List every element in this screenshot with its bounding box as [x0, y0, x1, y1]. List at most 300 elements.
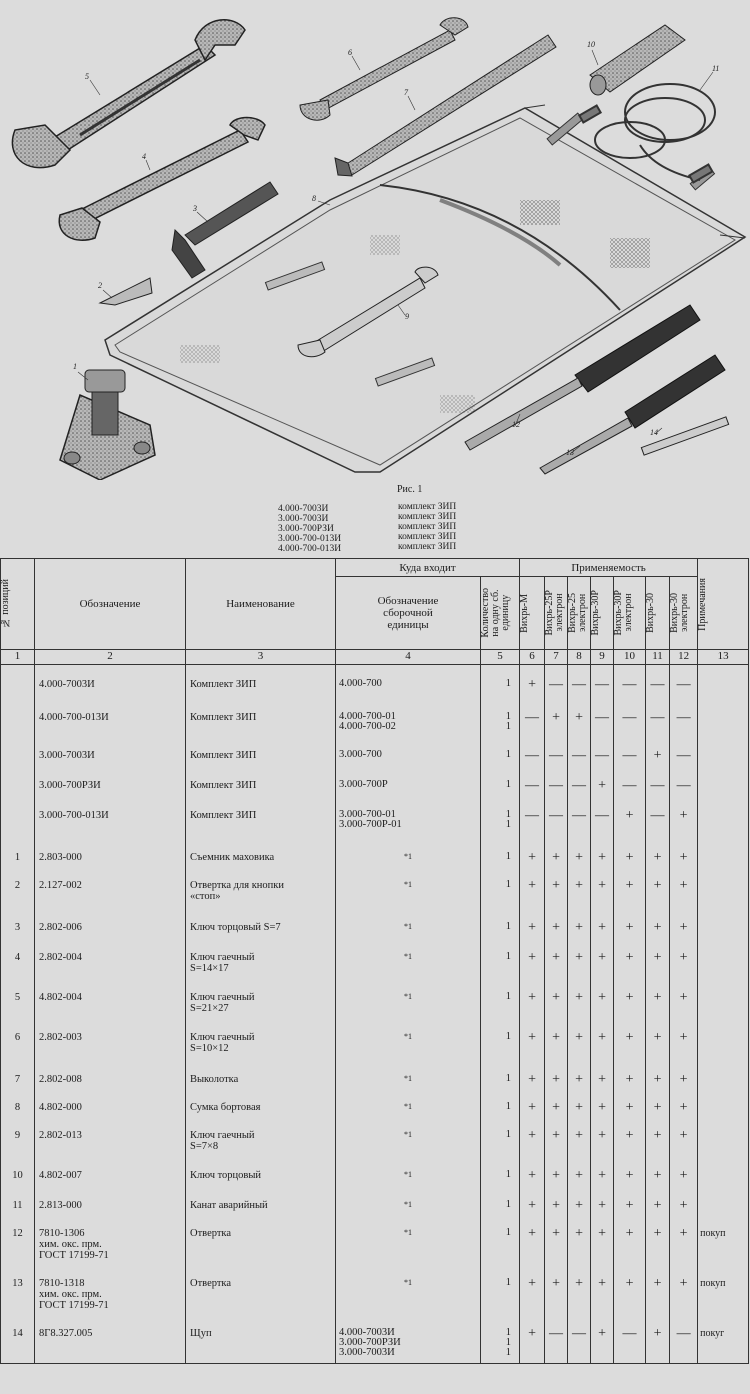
cell-applicability: +: [520, 1098, 545, 1126]
cell-note: [698, 1098, 749, 1126]
cell-applicability: —: [520, 776, 545, 806]
cell-applicability: +: [670, 1028, 698, 1070]
cell-applicability: +: [670, 1098, 698, 1126]
cell-applicability: +: [568, 1126, 591, 1166]
cell-designation: 7810-1318 хим. окс. прм. ГОСТ 17199-71: [35, 1274, 186, 1324]
header-model-2-text: Вихрь-25Р электрон: [544, 590, 566, 636]
cell-applicability: +: [591, 876, 614, 918]
cell-name: Щуп: [186, 1324, 336, 1364]
cell-quantity: 1 1: [481, 708, 520, 746]
cell-assembly: *1: [336, 918, 481, 948]
cell-applicability: —: [614, 708, 646, 746]
table-row: [1, 776, 749, 806]
cell-assembly: 4.000-700: [336, 665, 481, 708]
cell-name: Отвертка для кнопки «стоп»: [186, 876, 336, 918]
cell-designation: 3.000-7003И: [35, 746, 186, 776]
cell-applicability: +: [568, 948, 591, 988]
cell-designation: 2.802-004: [35, 948, 186, 988]
header-model-1: [520, 577, 545, 650]
cell-note: [698, 948, 749, 988]
cell-position: 12: [1, 1224, 35, 1274]
cell-applicability: +: [670, 876, 698, 918]
cell-applicability: +: [614, 1028, 646, 1070]
cell-quantity: 1: [481, 1224, 520, 1274]
cell-applicability: +: [614, 1126, 646, 1166]
cell-applicability: —: [520, 806, 545, 848]
cell-assembly: 4.000-7003И 3.000-700РЗИ 3.000-7003И: [336, 1324, 481, 1364]
cell-applicability: —: [520, 708, 545, 746]
table-row: [1, 1126, 749, 1166]
header-note: [698, 559, 749, 650]
cell-assembly: *1: [336, 876, 481, 918]
cell-assembly: *1: [336, 1274, 481, 1324]
cell-name: Ключ гаечный S=14×17: [186, 948, 336, 988]
cell-applicability: +: [614, 1166, 646, 1196]
figure-label-3: 3: [193, 204, 197, 213]
cell-name: Ключ гаечный S=7×8: [186, 1126, 336, 1166]
table-row: [1, 848, 749, 876]
cell-applicability: —: [545, 746, 568, 776]
cell-applicability: +: [545, 1196, 568, 1224]
cell-applicability: —: [614, 746, 646, 776]
cell-designation: 2.813-000: [35, 1196, 186, 1224]
cell-applicability: +: [545, 876, 568, 918]
cell-note: [698, 918, 749, 948]
cell-name: Сумка бортовая: [186, 1098, 336, 1126]
cell-quantity: 1: [481, 876, 520, 918]
cell-name: Комплект ЗИП: [186, 746, 336, 776]
figure-caption: [0, 482, 750, 552]
figure-label-9: 9: [405, 312, 409, 321]
cell-applicability: —: [646, 708, 670, 746]
cell-applicability: +: [670, 1274, 698, 1324]
figure-label-6: 6: [348, 48, 352, 57]
cell-applicability: —: [568, 776, 591, 806]
cell-applicability: +: [591, 1166, 614, 1196]
header-model-5-text: Вихрь-30Р электрон: [613, 590, 635, 636]
cell-applicability: +: [670, 1196, 698, 1224]
cell-applicability: +: [568, 1098, 591, 1126]
cell-applicability: +: [568, 876, 591, 918]
cell-applicability: +: [614, 806, 646, 848]
table-row: [1, 1070, 749, 1098]
cell-applicability: +: [545, 988, 568, 1028]
flywheel-puller-drawing: [60, 370, 155, 480]
cell-applicability: —: [670, 1324, 698, 1364]
cell-quantity: 1: [481, 1028, 520, 1070]
cell-note: [698, 876, 749, 918]
cell-designation: 3.000-700-013И: [35, 806, 186, 848]
cell-applicability: +: [670, 1070, 698, 1098]
cell-applicability: +: [591, 948, 614, 988]
cell-position: 5: [1, 988, 35, 1028]
cell-quantity: 1: [481, 776, 520, 806]
column-number: 11: [646, 650, 670, 665]
cell-quantity: 1: [481, 1274, 520, 1324]
cell-applicability: +: [520, 1070, 545, 1098]
cell-applicability: —: [670, 665, 698, 708]
cell-note: [698, 1070, 749, 1098]
cell-applicability: +: [646, 876, 670, 918]
table-row: [1, 1274, 749, 1324]
cell-applicability: +: [614, 876, 646, 918]
cell-designation: 2.127-002: [35, 876, 186, 918]
cell-applicability: —: [591, 665, 614, 708]
cell-applicability: +: [591, 848, 614, 876]
kit-name: комплект ЗИП: [398, 522, 457, 532]
cell-note: [698, 776, 749, 806]
cell-applicability: +: [670, 1166, 698, 1196]
header-model-7-text: Вихрь-30 электрон: [669, 593, 691, 634]
cell-applicability: +: [670, 918, 698, 948]
cell-position: [1, 665, 35, 708]
kit-name: комплект ЗИП: [398, 502, 457, 512]
figure-label-1: 1: [73, 362, 77, 371]
cell-applicability: +: [591, 1274, 614, 1324]
cell-applicability: +: [614, 1098, 646, 1126]
figure-label-10: 10: [587, 40, 595, 49]
cell-applicability: +: [591, 1224, 614, 1274]
table-row: [1, 746, 749, 776]
cell-position: [1, 708, 35, 746]
cell-applicability: +: [614, 1274, 646, 1324]
cell-assembly: 3.000-700Р: [336, 776, 481, 806]
cell-applicability: +: [520, 918, 545, 948]
header-model-2: [545, 577, 568, 650]
header-model-7: [670, 577, 698, 650]
cell-applicability: +: [568, 1028, 591, 1070]
cell-designation: 4.000-700-013И: [35, 708, 186, 746]
cell-applicability: +: [591, 1028, 614, 1070]
table-row: [1, 1098, 749, 1126]
cell-applicability: —: [545, 776, 568, 806]
cell-position: 8: [1, 1098, 35, 1126]
column-number: 1: [1, 650, 35, 665]
cell-applicability: +: [646, 1324, 670, 1364]
cell-assembly: *1: [336, 988, 481, 1028]
cell-designation: 4.802-007: [35, 1166, 186, 1196]
cell-designation: 4.000-7003И: [35, 665, 186, 708]
cell-applicability: —: [568, 746, 591, 776]
cell-quantity: 1: [481, 746, 520, 776]
cell-applicability: —: [568, 806, 591, 848]
table-row: [1, 988, 749, 1028]
column-number: 5: [481, 650, 520, 665]
cell-quantity: 1: [481, 988, 520, 1028]
header-asm: Обозначение сборочной единицы: [336, 577, 481, 650]
cell-applicability: —: [646, 776, 670, 806]
cell-applicability: +: [545, 1028, 568, 1070]
cell-applicability: +: [614, 1070, 646, 1098]
column-number: 10: [614, 650, 646, 665]
column-number: 13: [698, 650, 749, 665]
header-pos-text: № позиций: [0, 579, 11, 629]
cell-applicability: +: [568, 848, 591, 876]
cell-name: Канат аварийный: [186, 1196, 336, 1224]
figure-label-8: 8: [312, 194, 316, 203]
kit-code: 3.000-700-013И: [278, 534, 342, 544]
table-row: [1, 1324, 749, 1364]
cell-name: Отвертка: [186, 1274, 336, 1324]
cell-assembly: *1: [336, 1126, 481, 1166]
cell-applicability: +: [520, 848, 545, 876]
cell-designation: 4.802-004: [35, 988, 186, 1028]
figure-label-13: 13: [566, 448, 574, 457]
cell-assembly: 3.000-700-01 3.000-700Р-01: [336, 806, 481, 848]
kit-code: 4.000-700-013И: [278, 544, 342, 554]
cell-name: Комплект ЗИП: [186, 708, 336, 746]
cell-assembly: *1: [336, 1196, 481, 1224]
cell-designation: 2.802-013: [35, 1126, 186, 1166]
header-where: Куда входит: [336, 559, 520, 577]
cell-note: [698, 746, 749, 776]
header-model-5: [614, 577, 646, 650]
cell-applicability: +: [520, 1028, 545, 1070]
header-applic: Применяемость: [520, 559, 698, 577]
cell-applicability: +: [614, 948, 646, 988]
cell-assembly: *1: [336, 1070, 481, 1098]
cell-applicability: —: [591, 806, 614, 848]
cell-applicability: +: [670, 848, 698, 876]
kit-name: комплект ЗИП: [398, 542, 457, 552]
cell-applicability: +: [646, 988, 670, 1028]
cell-name: Ключ торцовый: [186, 1166, 336, 1196]
cell-applicability: —: [670, 776, 698, 806]
header-model-6-text: Вихрь-30: [645, 593, 657, 634]
cell-applicability: —: [545, 1324, 568, 1364]
header-qty: [481, 577, 520, 650]
kit-name: комплект ЗИП: [398, 532, 457, 542]
cell-applicability: +: [568, 1166, 591, 1196]
cell-applicability: +: [520, 876, 545, 918]
kit-code: 3.000-7003И: [278, 514, 329, 524]
cell-applicability: +: [520, 1224, 545, 1274]
cell-applicability: +: [614, 848, 646, 876]
header-name: Наименование: [186, 559, 336, 650]
cell-position: 9: [1, 1126, 35, 1166]
cell-designation: 4.802-000: [35, 1098, 186, 1126]
cell-applicability: +: [568, 1070, 591, 1098]
cell-quantity: 1: [481, 1126, 520, 1166]
cell-assembly: *1: [336, 848, 481, 876]
cell-name: Комплект ЗИП: [186, 776, 336, 806]
cell-note: [698, 1166, 749, 1196]
table-row: [1, 918, 749, 948]
cell-applicability: +: [591, 1070, 614, 1098]
table-row: [1, 876, 749, 918]
cell-position: 10: [1, 1166, 35, 1196]
header-code: Обозначение: [35, 559, 186, 650]
cell-quantity: 1: [481, 1070, 520, 1098]
cell-applicability: —: [568, 1324, 591, 1364]
cell-note: покуп: [698, 1274, 749, 1324]
cell-applicability: +: [545, 1166, 568, 1196]
cell-quantity: 1 1 1: [481, 1324, 520, 1364]
cell-applicability: +: [568, 1224, 591, 1274]
cell-assembly: 4.000-700-01 4.000-700-02: [336, 708, 481, 746]
cell-designation: 2.802-006: [35, 918, 186, 948]
cell-position: 3: [1, 918, 35, 948]
cell-assembly: *1: [336, 1166, 481, 1196]
cell-designation: 2.802-008: [35, 1070, 186, 1098]
table-row: [1, 948, 749, 988]
cell-applicability: +: [520, 988, 545, 1028]
cell-applicability: +: [520, 1126, 545, 1166]
cell-applicability: +: [646, 1166, 670, 1196]
figure-label-7: 7: [404, 88, 408, 97]
column-number: 8: [568, 650, 591, 665]
figure-label-14: 14: [650, 428, 658, 437]
cell-applicability: +: [568, 918, 591, 948]
cell-applicability: +: [545, 848, 568, 876]
cell-position: 7: [1, 1070, 35, 1098]
cell-applicability: +: [646, 746, 670, 776]
cell-note: [698, 665, 749, 708]
cell-applicability: +: [646, 1196, 670, 1224]
cell-position: 2: [1, 876, 35, 918]
cell-quantity: 1: [481, 1166, 520, 1196]
cell-applicability: +: [670, 1126, 698, 1166]
cell-applicability: +: [568, 708, 591, 746]
cell-quantity: 1: [481, 1098, 520, 1126]
cell-designation: 3.000-700РЗИ: [35, 776, 186, 806]
cell-position: 6: [1, 1028, 35, 1070]
cell-applicability: +: [614, 1196, 646, 1224]
cell-applicability: —: [591, 708, 614, 746]
cell-quantity: 1: [481, 1196, 520, 1224]
cell-name: Выколотка: [186, 1070, 336, 1098]
figure-title: Рис. 1: [397, 484, 423, 495]
cell-applicability: +: [614, 988, 646, 1028]
cell-applicability: +: [545, 948, 568, 988]
tool-kit-illustration: [0, 0, 750, 480]
cell-name: Комплект ЗИП: [186, 665, 336, 708]
cell-applicability: +: [646, 848, 670, 876]
cell-assembly: *1: [336, 948, 481, 988]
cell-applicability: +: [670, 948, 698, 988]
cell-applicability: —: [520, 746, 545, 776]
cell-applicability: +: [670, 806, 698, 848]
cell-applicability: +: [520, 665, 545, 708]
table-row: [1, 665, 749, 708]
cell-applicability: +: [520, 1196, 545, 1224]
header-model-4: [591, 577, 614, 650]
cell-applicability: —: [614, 1324, 646, 1364]
header-model-4-text: Вихрь-30Р: [590, 590, 602, 636]
column-number: 4: [336, 650, 481, 665]
cell-position: 13: [1, 1274, 35, 1324]
cell-position: 4: [1, 948, 35, 988]
cell-applicability: +: [646, 918, 670, 948]
cell-applicability: —: [670, 708, 698, 746]
table-row: [1, 806, 749, 848]
cell-applicability: —: [614, 776, 646, 806]
table-row: [1, 1224, 749, 1274]
cell-applicability: —: [670, 746, 698, 776]
cell-applicability: +: [591, 1324, 614, 1364]
cell-designation: 2.802-003: [35, 1028, 186, 1070]
cell-name: Съемник маховика: [186, 848, 336, 876]
cell-designation: 8Г8.327.005: [35, 1324, 186, 1364]
cell-applicability: +: [591, 1196, 614, 1224]
cell-applicability: —: [614, 665, 646, 708]
column-number: 9: [591, 650, 614, 665]
cell-applicability: +: [545, 1224, 568, 1274]
header-pos: [1, 559, 35, 650]
cell-applicability: +: [614, 1224, 646, 1274]
column-number: 3: [186, 650, 336, 665]
cell-position: [1, 776, 35, 806]
cell-quantity: 1: [481, 918, 520, 948]
cell-applicability: +: [520, 1166, 545, 1196]
table-row: [1, 1028, 749, 1070]
cell-assembly: *1: [336, 1224, 481, 1274]
cell-note: [698, 806, 749, 848]
cell-applicability: —: [646, 665, 670, 708]
cell-applicability: +: [520, 1274, 545, 1324]
header-model-6: [646, 577, 670, 650]
cell-assembly: 3.000-700: [336, 746, 481, 776]
cell-applicability: +: [545, 1098, 568, 1126]
column-number: 7: [545, 650, 568, 665]
header-qty-text: Количество на одну сб. единицу: [480, 588, 511, 638]
cell-applicability: +: [545, 1126, 568, 1166]
cell-applicability: +: [646, 1126, 670, 1166]
figure-label-4: 4: [142, 152, 146, 161]
cell-applicability: —: [545, 806, 568, 848]
cell-applicability: +: [568, 988, 591, 1028]
cell-applicability: +: [646, 1274, 670, 1324]
column-number: 12: [670, 650, 698, 665]
cell-applicability: +: [591, 1126, 614, 1166]
spare-parts-table: [0, 558, 749, 1364]
illustration-svg: [0, 0, 750, 480]
cell-applicability: +: [670, 988, 698, 1028]
kit-code: 3.000-700РЗИ: [278, 524, 334, 534]
cell-applicability: +: [520, 948, 545, 988]
cell-applicability: +: [646, 948, 670, 988]
cell-applicability: +: [646, 1028, 670, 1070]
cell-name: Ключ торцовый S=7: [186, 918, 336, 948]
cell-quantity: 1: [481, 665, 520, 708]
cell-note: [698, 988, 749, 1028]
cell-applicability: +: [568, 1196, 591, 1224]
cell-applicability: +: [545, 708, 568, 746]
header-model-3: [568, 577, 591, 650]
column-number: 6: [520, 650, 545, 665]
cell-applicability: +: [646, 1070, 670, 1098]
cell-position: 11: [1, 1196, 35, 1224]
column-number: 2: [35, 650, 186, 665]
cell-applicability: +: [591, 988, 614, 1028]
cell-applicability: +: [646, 1098, 670, 1126]
cell-applicability: +: [646, 1224, 670, 1274]
figure-label-2: 2: [98, 281, 102, 290]
table-body: [1, 665, 749, 1364]
cell-name: Ключ гаечный S=21×27: [186, 988, 336, 1028]
cell-applicability: +: [568, 1274, 591, 1324]
cell-applicability: —: [646, 806, 670, 848]
cell-applicability: —: [545, 665, 568, 708]
cell-applicability: —: [568, 665, 591, 708]
cell-note: [698, 1028, 749, 1070]
cell-applicability: +: [614, 918, 646, 948]
cell-note: [698, 1196, 749, 1224]
header-note-text: Примечания: [697, 577, 709, 631]
header-model-1-text: Вихрь-М: [519, 593, 531, 633]
cell-position: [1, 806, 35, 848]
cell-applicability: +: [520, 1324, 545, 1364]
